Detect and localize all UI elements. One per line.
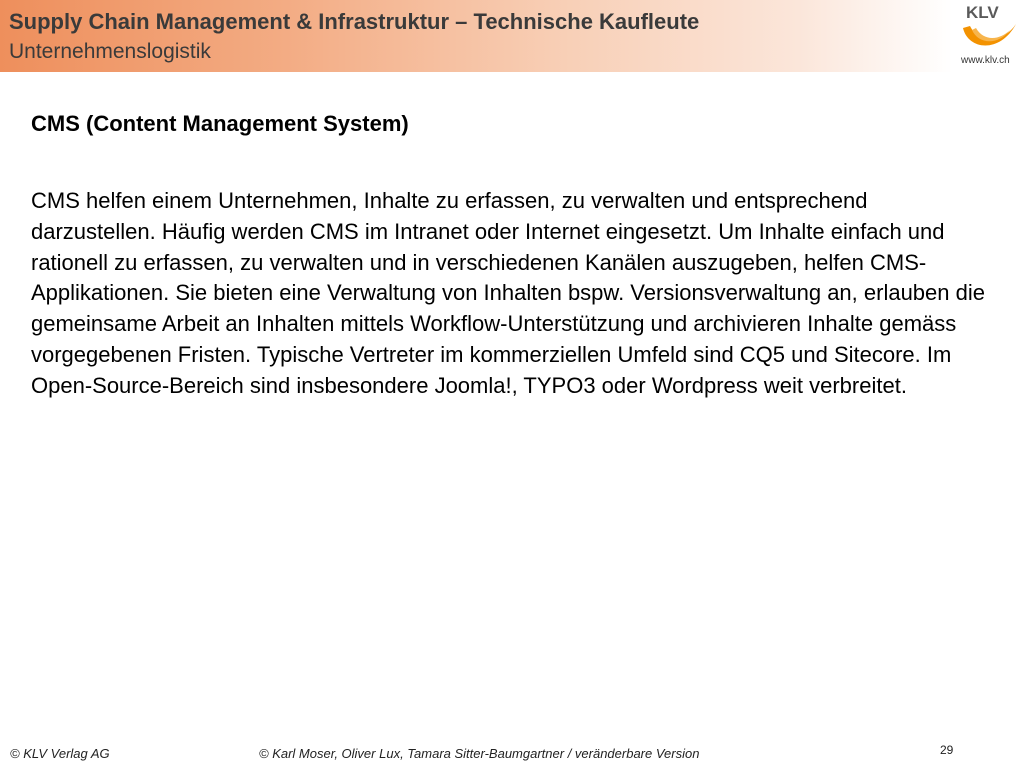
logo-swoosh-icon	[960, 20, 1018, 54]
page-number: 29	[940, 743, 954, 757]
logo-text: KLV	[966, 3, 999, 22]
footer-publisher: © KLV Verlag AG	[10, 746, 110, 761]
logo-url: www.klv.ch	[961, 55, 1010, 66]
body-paragraph: CMS helfen einem Unternehmen, Inhalte zu erfassen, zu verwalten und entsprechend darzustellen. Häufig werden CMS im Intranet oder Internet eingesetzt. Um Inhalte einfach und rationell zu erfassen, zu verwalten und in verschiedenen Kanälen auszugeben, helfen CMS-Applikationen. Sie bieten eine Verwaltung von Inhalten bspw. Versionsverwaltung an, erlauben die gemeinsame Arbeit an Inhalten mittels Workflow-Unterstützung und archivieren Inhalte gemäss vorgegebenen Fristen. Typische Vertreter im kommerziellen Umfeld sind CQ5 und Sitecore. Im Open-Source-Bereich sind insbesondere Joomla!, TYPO3 oder Wordpress weit verbreitet.	[31, 188, 985, 398]
slide-subtitle: Unternehmenslogistik	[9, 40, 211, 63]
section-heading: CMS (Content Management System)	[31, 111, 409, 136]
slide-title: Supply Chain Management & Infrastruktur – Technische Kaufleute	[9, 9, 700, 34]
footer-authors: © Karl Moser, Oliver Lux, Tamara Sitter-Baumgartner / veränderbare Version	[259, 746, 700, 761]
